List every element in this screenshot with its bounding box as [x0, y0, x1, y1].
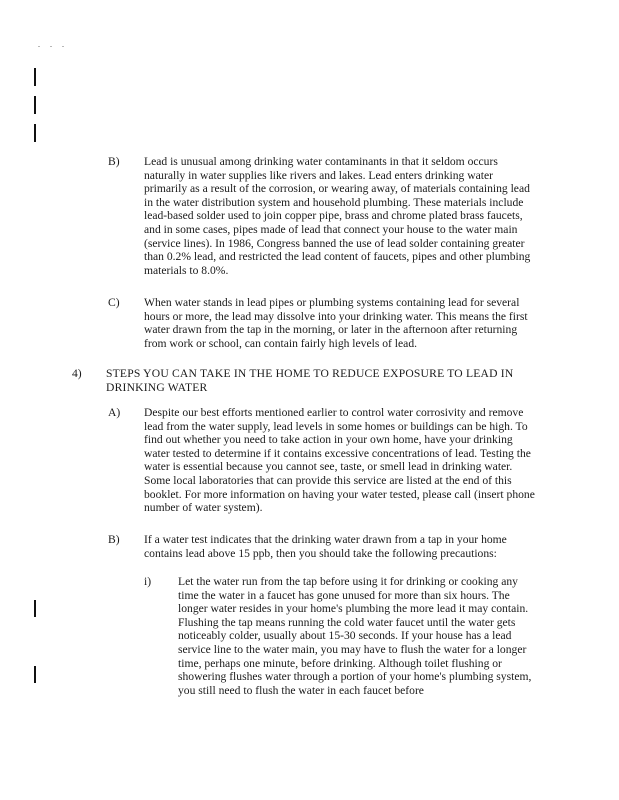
item-a-marker: A): [108, 406, 121, 419]
sub-item-i-marker: i): [144, 575, 152, 588]
margin-bar: [34, 600, 36, 617]
margin-bar: [34, 124, 36, 142]
margin-bar: [34, 68, 36, 86]
item-a-paragraph: Despite our best efforts mentioned earlier to control water corrosivity and remove lead from the water supply, lead levels in some homes or buildings can be high. To find out whether you need to take action in your own home, have your drinking water tested to determine if it contains excessive concentrations of lead. Testing the water is essential because you cannot see, taste, or smell lead in drinking water. Some local laboratories that can provide this service are listed at the end of this booklet. For more information on having your water tested, please call (insert phone number of water system).: [144, 406, 535, 515]
item-b-paragraph: If a water test indicates that the drinking water drawn from a tap in your home contains lead above 15 ppb, then you should take the following precautions:: [144, 533, 507, 560]
section-4-heading: STEPS YOU CAN TAKE IN THE HOME TO REDUCE EXPOSURE TO LEAD IN DRINKING WATER: [106, 367, 514, 394]
margin-bar: [34, 666, 36, 683]
section-4-marker: 4): [72, 367, 82, 380]
section-c-marker: C): [108, 296, 120, 309]
header-marks: . . .: [38, 40, 68, 49]
section-c-paragraph: When water stands in lead pipes or plumbing systems containing lead for several hours or more, the lead may dissolve into your drinking water. This means the first water drawn from the tap in the morning, or later in the afternoon after returning from work or school, can contain fairly high levels of lead.: [144, 296, 528, 350]
item-b-marker: B): [108, 533, 120, 546]
sub-item-i-paragraph: Let the water run from the tap before using it for drinking or cooking any time the water in a faucet has gone unused for more than six hours. The longer water resides in your home's plumbing the more lead it may contain. Flushing the tap means running the cold water faucet until the water gets noticeably colder, usually about 15-30 seconds. If your house has a lead service line to the water main, you may have to flush the water for a longer time, perhaps one minute, before drinking. Although toilet flushing or showering flushes water through a portion of your home's plumbing system, you still need to flush the water in each faucet before: [178, 575, 532, 697]
section-b-paragraph: Lead is unusual among drinking water contaminants in that it seldom occurs naturally in water supplies like rivers and lakes. Lead enters drinking water primarily as a result of the corrosion, or wearing away, of materials containing lead in the water distribution system and household plumbing. These materials include lead-based solder used to join copper pipe, brass and chrome plated brass faucets, and in some cases, pipes made of lead that connect your house to the water main (service lines). In 1986, Congress banned the use of lead solder containing greater than 0.2% lead, and restricted the lead content of faucets, pipes and other plumbing materials to 8.0%.: [144, 155, 531, 277]
margin-bar: [34, 96, 36, 114]
section-b-marker: B): [108, 155, 120, 168]
